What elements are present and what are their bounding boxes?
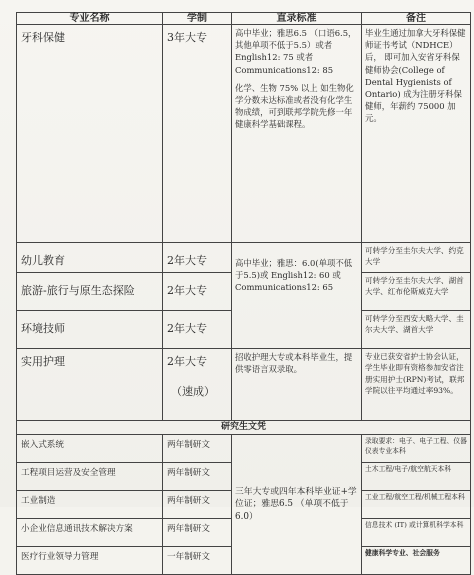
program-note: 健康科学专业、社会服务	[362, 547, 471, 575]
program-requirement	[232, 25, 362, 243]
program-name: 实用护理	[17, 349, 163, 421]
header-requirement: 直录标准	[232, 13, 362, 25]
header-row	[17, 13, 471, 25]
section-title: 研究生文凭	[17, 421, 471, 435]
requirement-language: 高中毕业；雅思6.5 （口语6.5，其他单项不低于5.5）或者 English12: 75 或者 Communications12: 85	[235, 28, 357, 75]
duration-extra: （速成）	[171, 385, 215, 398]
program-duration: 一年制研文	[163, 547, 232, 575]
program-note: 信息技术 (IT) 或计算机科学本科	[362, 519, 471, 547]
program-name: 医疗行业领导力管理	[17, 547, 163, 575]
table-row	[17, 435, 471, 463]
program-note: 可转学分至圭尔夫大学、湖首大学、红布伦斯威克大学	[362, 273, 471, 311]
requirement-science: 化学、生物 75% 以上 如生物化学分数未达标准或者没有化学生物成绩，可到联邦学院先修一年健康科学基础课程。	[235, 82, 354, 130]
program-duration: 两年制研文	[163, 491, 232, 519]
duration-main: 2年大专	[167, 355, 207, 368]
program-requirement: 招收护理大专或本科毕业生，提供零语言双录取。	[232, 349, 362, 421]
program-requirement: 三年大专或四年本科毕业证+学位证；雅思6.5 （单项不低于6.0）	[232, 435, 362, 575]
program-name: 工业制造	[17, 491, 163, 519]
program-duration	[163, 349, 232, 421]
program-name: 幼儿教育	[17, 243, 163, 273]
program-note: 可转学分至圭尔夫大学、约克大学	[362, 243, 471, 273]
program-note: 专业已获安省护士协会认证，学生毕业即有资格参加安省注册实用护士(RPN)考试，联邦学院以往平均通过率93%。	[362, 349, 471, 421]
program-duration: 两年制研文	[163, 463, 232, 491]
program-name: 工程项目运营及安全管理	[17, 463, 163, 491]
program-note: 土木工程/电子/航空航天本科	[362, 463, 471, 491]
program-note: 可转学分至西安大略大学、圭尔夫大学、湖首大学	[362, 311, 471, 349]
program-table	[16, 12, 471, 575]
program-duration: 两年制研文	[163, 519, 232, 547]
program-name: 嵌入式系统	[17, 435, 163, 463]
program-duration: 2年大专	[163, 273, 232, 311]
program-duration: 2年大专	[163, 311, 232, 349]
program-duration: 两年制研文	[163, 435, 232, 463]
program-name: 环境技师	[17, 311, 163, 349]
table-row	[17, 349, 471, 421]
table-row	[17, 25, 471, 243]
program-name: 旅游-旅行与原生态探险	[17, 273, 163, 311]
header-program: 专业名称	[17, 13, 163, 25]
program-duration: 3年大专	[163, 25, 232, 243]
program-name: 小企业信息通讯技术解决方案	[17, 519, 163, 547]
program-note: 毕业生通过加拿大牙科保健师证书考试（NDHCE）后， 即可加入安省牙科保健师协会(College of Dental Hygienists of Ontario) 成为注册牙科保健师，年薪约 75000 加元。	[362, 25, 471, 243]
program-note: 工业工程/航空工程/机械工程本科	[362, 491, 471, 519]
program-requirement: 高中毕业；雅思：6.0(单项不低于5.5)或 English12: 60 或 Communications12: 65	[232, 243, 362, 349]
header-notes: 备注	[362, 13, 471, 25]
section-title-row	[17, 421, 471, 435]
program-duration: 2年大专	[163, 243, 232, 273]
program-name: 牙科保健	[17, 25, 163, 243]
table-row	[17, 243, 471, 273]
header-duration: 学制	[163, 13, 232, 25]
program-note: 录取要求：电子、电子工程、仪器仪表专业本科	[362, 435, 471, 463]
